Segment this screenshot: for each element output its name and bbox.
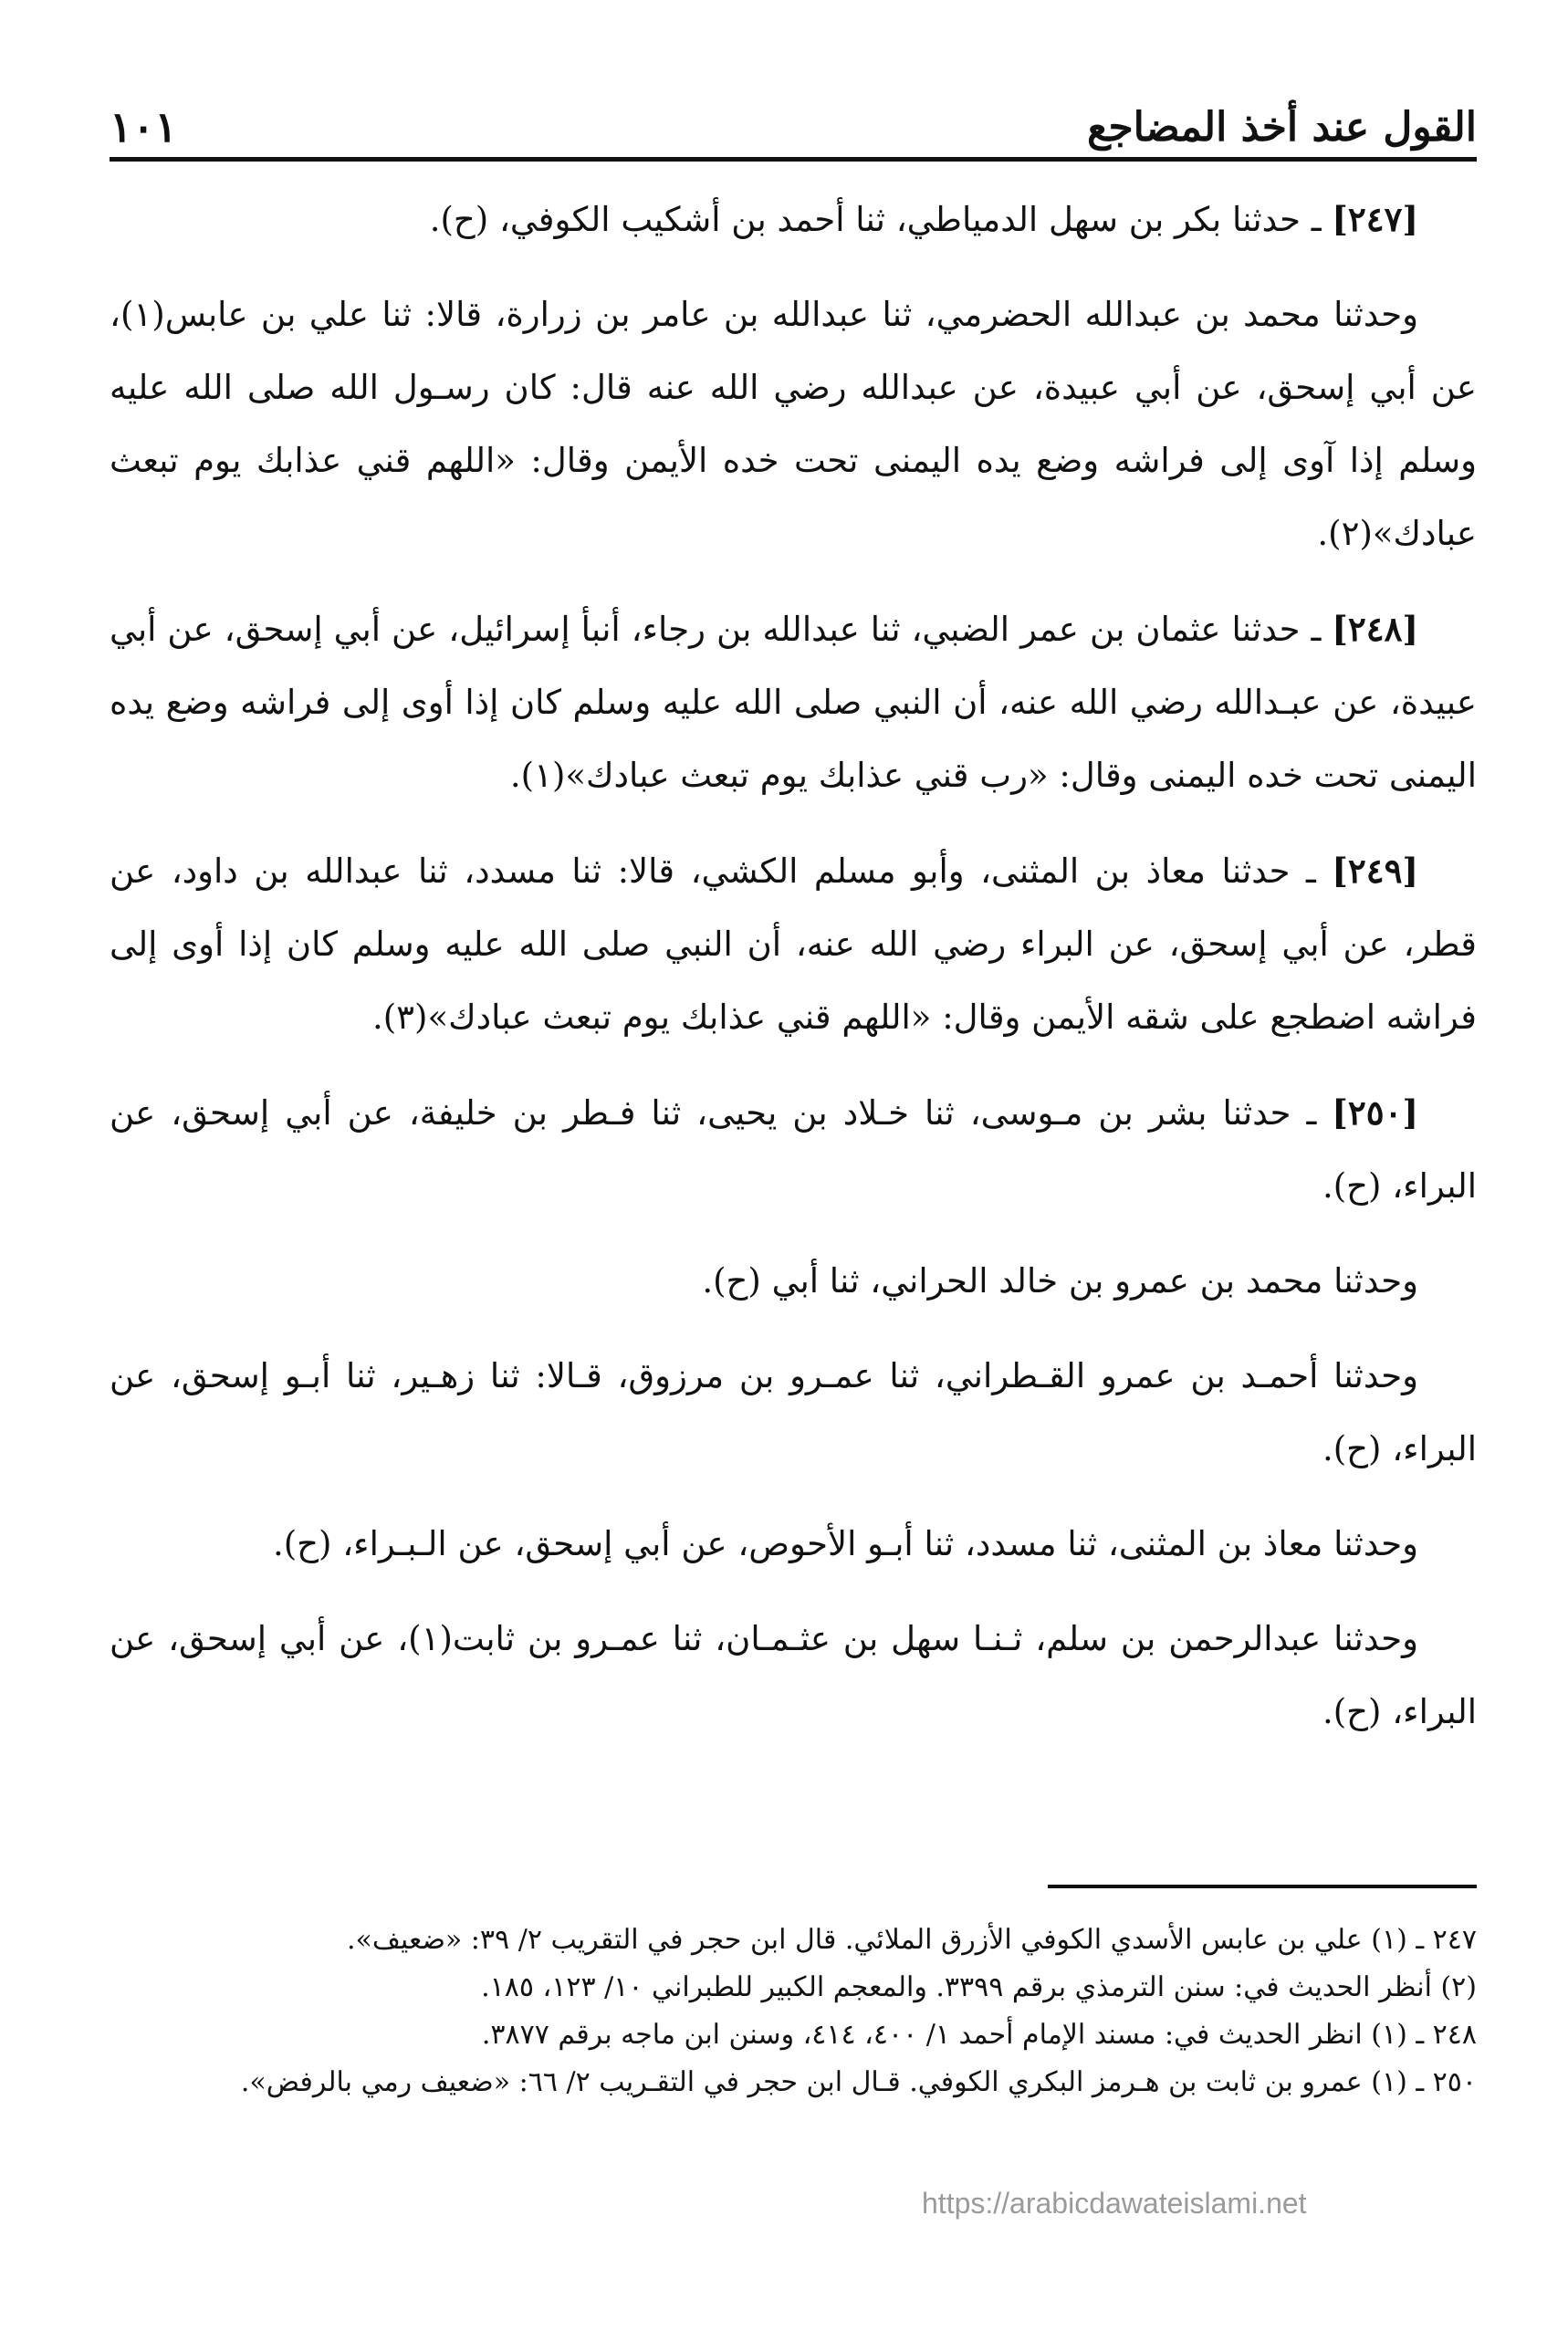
watermark-url: https://arabicdawateislami.net — [922, 2187, 1307, 2220]
hadith-paragraph — [110, 592, 1477, 812]
hadith-number: [٢٤٧] — [1332, 199, 1418, 239]
footnote: (٢) أنظر الحديث في: سنن الترمذي برقم ٣٣٩٩. والمعجم الكبير للطبراني ١٠/ ١٢٣، ١٨٥. — [481, 1971, 1477, 2003]
chain-paragraph — [110, 1245, 1477, 1318]
hadith-paragraph — [110, 1076, 1477, 1223]
paragraph-text: ـ حدثنا بشر بن مـوسى، ثنا خـلاد بن يحيى، ثنا فـطر بن خليفة، عن أبي إسحق، عن البراء، (ح). — [110, 1093, 1477, 1206]
chain-paragraph — [110, 1340, 1477, 1486]
running-title: القول عند أخذ المضاجع — [1087, 104, 1477, 151]
hadith-number: [٢٤٩] — [1332, 851, 1418, 891]
hadith-paragraph — [110, 183, 1477, 256]
paragraph-text: ـ حدثنا بكر بن سهل الدمياطي، ثنا أحمد بن أشكيب الكوفي، (ح). — [429, 200, 1333, 239]
paragraph-text: ـ حدثنا عثمان بن عمر الضبي، ثنا عبدالله بن رجاء، أنبأ إسرائيل، عن أبي إسحق، عن أبي عبيدة، عن عبـدالله رضي الله عنه، أن النبي صلى الله عليه وسلم كان إذا أوى إلى فراشه وضع يده اليمنى تحت خده اليمنى وقال: «رب قني عذابك يوم تبعث عبادك»(١). — [110, 610, 1477, 795]
footnotes — [110, 1917, 1477, 2106]
paragraph-text: وحدثنا عبدالرحمن بن سلم، ثـنـا سهل بن عثـمـان، ثنا عمـرو بن ثابت(١)، عن أبي إسحق، عن البراء، (ح). — [110, 1619, 1477, 1731]
footnote: ٢٤٧ ـ (١) علي بن عابس الأسدي الكوفي الأزرق الملائي. قال ابن حجر في التقريب ٢/ ٣٩: «ضعيف». — [346, 1924, 1477, 1956]
page-number: ١٠١ — [110, 102, 178, 152]
hadith-number: [٢٥٠] — [1332, 1092, 1418, 1133]
chain-paragraph — [110, 1508, 1477, 1581]
footnote-separator — [1048, 1885, 1477, 1888]
main-text — [110, 183, 1477, 1771]
paragraph-text: ـ حدثنا معاذ بن المثنى، وأبو مسلم الكشي، قالا: ثنا مسدد، ثنا عبدالله بن داود، عن قطر، عن أبي إسحق، عن البراء رضي الله عنه، أن النبي صلى الله عليه وسلم كان إذا أوى إلى فراشه اضطجع على شقه الأيمن وقال: «اللهم قني عذابك يوم تبعث عبادك»(٣). — [110, 852, 1477, 1037]
hadith-number: [٢٤٨] — [1332, 609, 1418, 649]
page-header — [110, 71, 1477, 162]
hadith-paragraph — [110, 834, 1477, 1054]
footnote: ٢٤٨ ـ (١) انظر الحديث في: مسند الإمام أحمد ١/ ٤٠٠، ٤١٤، وسنن ابن ماجه برقم ٣٨٧٧. — [481, 2019, 1477, 2051]
paragraph-text: وحدثنا محمد بن عبدالله الحضرمي، ثنا عبدالله بن عامر بن زرارة، قالا: ثنا علي بن عابس(١)، عن أبي إسحق، عن أبي عبيدة، عن عبدالله رضي الله عنه قال: كان رسـول الله صلى الله عليه وسلم إذا آوى إلى فراشه وضع يده اليمنى تحت خده الأيمن وقال: «اللهم قني عذابك يوم تبعث عبادك»(٢). — [110, 295, 1477, 553]
footnote: ٢٥٠ ـ (١) عمرو بن ثابت بن هـرمز البكري الكوفي. قـال ابن حجر في التقـريب ٢/ ٦٦: «ضعيف رمي بالرفض». — [240, 2066, 1477, 2098]
paragraph-text: وحدثنا محمد بن عمرو بن خالد الحراني، ثنا أبي (ح). — [702, 1261, 1418, 1301]
chain-paragraph — [110, 1603, 1477, 1749]
chain-paragraph — [110, 278, 1477, 570]
paragraph-text: وحدثنا معاذ بن المثنى، ثنا مسدد، ثنا أبـو الأحوص، عن أبي إسحق، عن الـبـراء، (ح). — [272, 1524, 1418, 1563]
paragraph-text: وحدثنا أحمـد بن عمرو القـطراني، ثنا عمـرو بن مرزوق، قـالا: ثنا زهـير، ثنا أبـو إسحق، عن البراء، (ح). — [110, 1356, 1477, 1468]
